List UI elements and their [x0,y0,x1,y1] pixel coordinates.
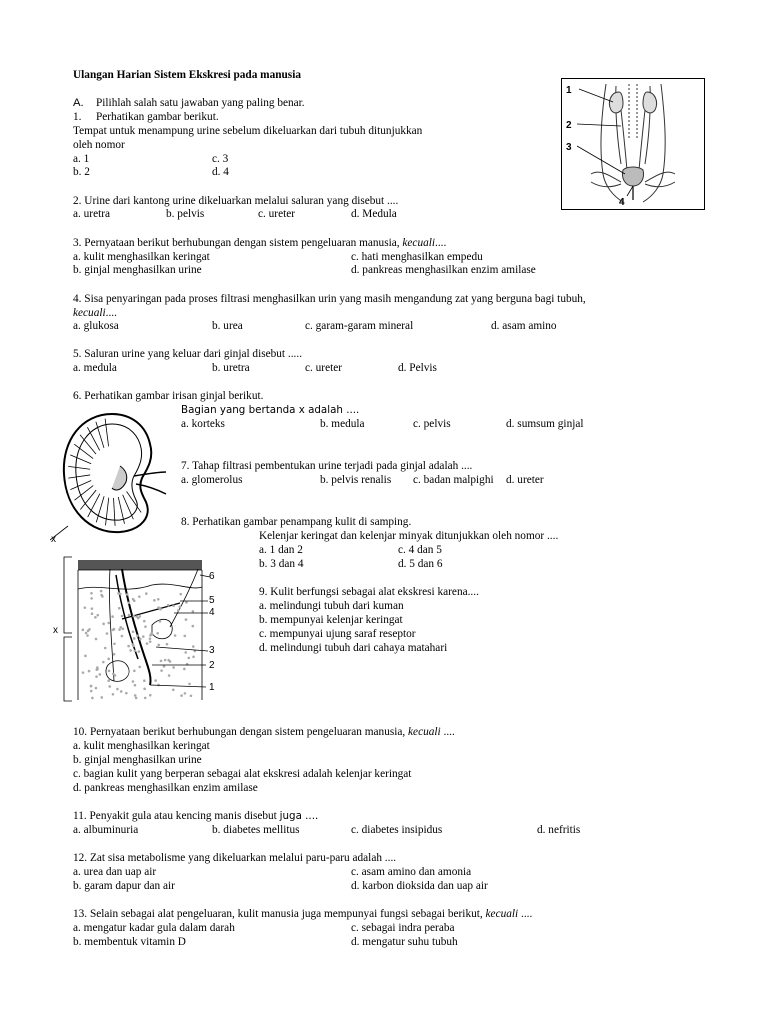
option: d. melindungi tubuh dari cahaya matahari [259,642,448,654]
skin-cell [99,673,102,676]
question-text: Bagian yang bertanda x adalah .... [181,404,360,416]
section-instruction: Pilihlah salah satu jawaban yang paling benar. [96,97,305,109]
section-label: A. [73,97,84,109]
skin-cell [94,616,97,619]
skin-cell [184,651,187,654]
skin-cell [149,637,152,640]
skin-cell [134,694,137,697]
skin-cell [138,666,141,669]
skin-cell [144,697,147,700]
skin-cell [121,628,124,631]
label-1: 1 [209,682,215,693]
label-3: 3 [566,142,572,153]
option: c. hati menghasilkan empedu [351,251,483,263]
skin-cell [149,694,152,697]
skin-cell [174,634,177,637]
option: d. pankreas menghasilkan enzim amilase [351,264,536,276]
skin-cell [121,635,124,638]
question-text: 9. Kulit berfungsi sebagai alat ekskresi karena.... [259,586,479,598]
option: a. glukosa [73,320,119,332]
skin-cell [185,601,188,604]
skin-cell [102,623,105,626]
option: c. 4 dan 5 [398,544,442,556]
question-text: Kelenjar keringat dan kelenjar minyak ditunjukkan oleh nomor .... [259,530,559,542]
skin-cell [100,696,103,699]
skin-cell [183,635,186,638]
skin-cell [96,666,99,669]
skin-cell [91,697,94,700]
skin-cell [183,668,186,671]
skin-cell [192,655,195,658]
label-2: 2 [566,120,572,131]
question-text: oleh nomor [73,139,125,151]
label-1: 1 [566,85,572,96]
question-text: 10. Pernyataan berikut berhubungan dengan sistem pengeluaran manusia, kecuali .... [73,726,455,738]
question-text: 13. Selain sebagai alat pengeluaran, kulit manusia juga mempunyai fungsi sebagai berikut, kecuali .... [73,908,533,920]
option: a. medula [73,362,117,374]
skin-cell [166,643,169,646]
label-x: x [51,534,56,545]
skin-cell [144,625,147,628]
skin-cell [149,640,152,643]
option: d. karbon dioksida dan uap air [351,880,488,892]
option: a. uretra [73,208,111,220]
skin-cell [88,670,91,673]
kidney-figure [50,408,168,546]
urinary-system-figure [561,78,705,210]
skin-cell [172,604,175,607]
skin-cell [129,649,132,652]
skin-cell [112,672,115,675]
skin-cell [95,687,98,690]
option: c. diabetes insipidus [351,824,443,836]
option: c. sebagai indra peraba [351,922,455,934]
question-number: 1. [73,111,82,123]
skin-cell [160,669,163,672]
skin-cell [90,597,93,600]
question-text: 12. Zat sisa metabolisme yang dikeluarkan melalui paru-paru adalah .... [73,852,397,864]
option: b. ginjal menghasilkan urine [73,264,202,276]
skin-cell [160,660,163,663]
skin-cell [120,690,123,693]
skin-cell [96,614,99,617]
skin-cell [108,670,111,673]
label-5: 5 [209,595,215,606]
skin-cell [125,692,128,695]
skin-cell [190,694,193,697]
label-4: 4 [209,607,215,618]
kidney-ray [105,419,108,447]
skin-cell [137,617,140,620]
option: d. ureter [506,474,544,486]
skin-cell [157,606,160,609]
skin-cell [188,683,191,686]
option: c. ureter [258,208,296,220]
skin-cell [134,649,137,652]
skin-cell [118,628,121,631]
skin-cell [154,679,157,682]
skin-figure [52,555,224,707]
skin-cell [138,650,141,653]
kidney-ray [70,455,91,464]
skin-cell [113,653,116,656]
question-text: 11. Penyakit gula atau kencing manis disebut juga .... [73,810,319,822]
skin-cell [82,671,85,674]
skin-cell [90,690,93,693]
skin-cell [108,685,111,688]
question-text: Perhatikan gambar berikut. [96,111,219,123]
option: d. 5 dan 6 [398,558,443,570]
skin-cell [121,615,124,618]
skin-cell [168,674,171,677]
option: b. medula [320,418,365,430]
skin-cell [156,632,159,635]
skin-cell [107,658,110,661]
skin-cell [143,620,146,623]
skin-cell [119,626,122,629]
skin-cell [107,679,110,682]
skin-cell [167,604,170,607]
skin-cell [157,598,160,601]
skin-cell [192,645,195,648]
skin-cell [126,593,129,596]
option: a. glomerolus [181,474,243,486]
skin-cell [179,605,182,608]
skin-cell [139,638,142,641]
skin-cell [85,632,88,635]
question-text: 2. Urine dari kantong urine dikeluarkan melalui saluran yang disebut .... [73,195,399,207]
skin-cell [177,609,180,612]
kidney-ray [87,427,99,450]
skin-cell [132,680,135,683]
skin-cell [167,659,170,662]
kidney-ray [70,480,91,489]
option: b. pelvis [166,208,205,220]
skin-cell [163,665,166,668]
skin-cell [113,628,116,631]
question-text: 4. Sisa penyaringan pada proses filtrasi menghasilkan urin yang masih mengandung zat yang berguna bagi tubuh, [73,293,586,305]
skin-cell [138,595,141,598]
skin-cell [104,647,107,650]
option: b. 3 dan 4 [259,558,304,570]
option: b. membentuk vitamin D [73,936,186,948]
skin-cell [112,693,115,696]
option: c. pelvis [413,418,451,430]
skin-cell [100,590,103,593]
question-text: Tempat untuk menampung urine sebelum dikeluarkan dari tubuh ditunjukkan [73,125,423,137]
skin-cell [192,625,195,628]
kidney-ray [68,475,90,478]
skin-cell [159,620,162,623]
skin-cell [132,598,135,601]
option: a. kulit menghasilkan keringat [73,251,210,263]
option: b. 2 [73,166,90,178]
skin-cell [86,634,89,637]
option: b. urea [212,320,243,332]
skin-cell [146,642,149,645]
skin-cell [184,692,187,695]
label-6: 6 [209,571,215,582]
skin-cell [133,637,136,640]
skin-cell [142,635,145,638]
skin-cell [172,688,175,691]
skin-cell [90,685,93,688]
option: a. kulit menghasilkan keringat [73,740,210,752]
question-text: 8. Perhatikan gambar penampang kulit di samping. [181,516,412,528]
option: c. mempunyai ujung saraf reseptor [259,628,416,640]
skin-cell [132,615,135,618]
skin-cell [84,606,87,609]
skin-cell [102,661,105,664]
skin-cell [95,638,98,641]
skin-cell [111,615,114,618]
option: a. korteks [181,418,225,430]
kidney-ray [105,498,108,526]
label-3: 3 [209,645,215,656]
page-title: Ulangan Harian Sistem Ekskresi pada manusia [73,69,301,81]
option: a. 1 [73,153,90,165]
skin-cell [135,697,138,700]
skin-cell [145,592,148,595]
skin-cell [172,666,175,669]
kidney-ray [114,498,116,526]
question-text: 7. Tahap filtrasi pembentukan urine terjadi pada ginjal adalah .... [181,460,473,472]
option: b. diabetes mellitus [212,824,300,836]
label-x: x [53,625,58,636]
question-text: 6. Perhatikan gambar irisan ginjal berikut. [73,390,264,402]
option: c. badan malpighi [413,474,494,486]
option: b. mempunyai kelenjar keringat [259,614,403,626]
skin-cell [143,679,146,682]
option: d. Pelvis [398,362,437,374]
skin-cell [84,655,87,658]
skin-cell [164,659,167,662]
option: c. ureter [305,362,343,374]
option: b. pelvis renalis [320,474,392,486]
skin-cell [159,608,162,611]
skin-cell [100,594,103,597]
skin-cell [136,634,139,637]
skin-cell [107,622,110,625]
skin-cell [180,694,183,697]
skin-cell [116,688,119,691]
kidney-ray [88,494,100,517]
skin-cell [153,599,156,602]
skin-cell [157,644,160,647]
option: b. uretra [212,362,250,374]
kidney-ray [80,435,96,454]
option: c. bagian kulit yang berperan sebagai alat ekskresi adalah kelenjar keringat [73,768,412,780]
option: d. nefritis [537,824,581,836]
skin-cell [143,688,146,691]
skin-cell [185,618,188,621]
kidney-ray [68,466,90,469]
skin-cell [150,632,153,635]
skin-cell [113,642,116,645]
skin-cell [133,669,136,672]
option: d. 4 [212,166,229,178]
label-4: 4 [619,197,625,208]
kidney-ray [96,496,104,522]
option: d. mengatur suhu tubuh [351,936,458,948]
option: b. ginjal menghasilkan urine [73,754,202,766]
option: a. mengatur kadar gula dalam darah [73,922,235,934]
option: b. garam dapur dan air [73,880,175,892]
skin-cell [118,607,121,610]
option: d. Medula [351,208,397,220]
question-text: kecuali.... [73,307,117,319]
question-text: 3. Pernyataan berikut berhubungan dengan sistem pengeluaran manusia, kecuali.... [73,237,447,249]
skin-cell [192,610,195,613]
skin-cell [132,643,135,646]
skin-cell [95,675,98,678]
skin-cell [91,612,94,615]
option: d. asam amino [491,320,557,332]
skin-cell [179,593,182,596]
label-2: 2 [209,660,215,671]
kidney-ray [74,486,93,501]
option: c. 3 [212,153,229,165]
skin-cell [132,630,135,633]
skin-cell [187,657,190,660]
skin-cell [91,607,94,610]
skin-cell [134,684,137,687]
skin-cell [119,593,122,596]
skin-cell [82,629,85,632]
skin-cell [106,632,109,635]
skin-cell [127,645,130,648]
skin-cell [127,601,130,604]
option: a. urea dan uap air [73,866,157,878]
option: c. asam amino dan amonia [351,866,472,878]
skin-cell [90,592,93,595]
option: d. sumsum ginjal [506,418,584,430]
skin-cell [128,614,131,617]
option: a. 1 dan 2 [259,544,303,556]
option: d. pankreas menghasilkan enzim amilase [73,782,258,794]
option: a. melindungi tubuh dari kuman [259,600,404,612]
option: c. garam-garam mineral [305,320,414,332]
skin-cell [87,630,90,633]
option: a. albuminuria [73,824,139,836]
question-text: 5. Saluran urine yang keluar dari ginjal disebut ..... [73,348,303,360]
